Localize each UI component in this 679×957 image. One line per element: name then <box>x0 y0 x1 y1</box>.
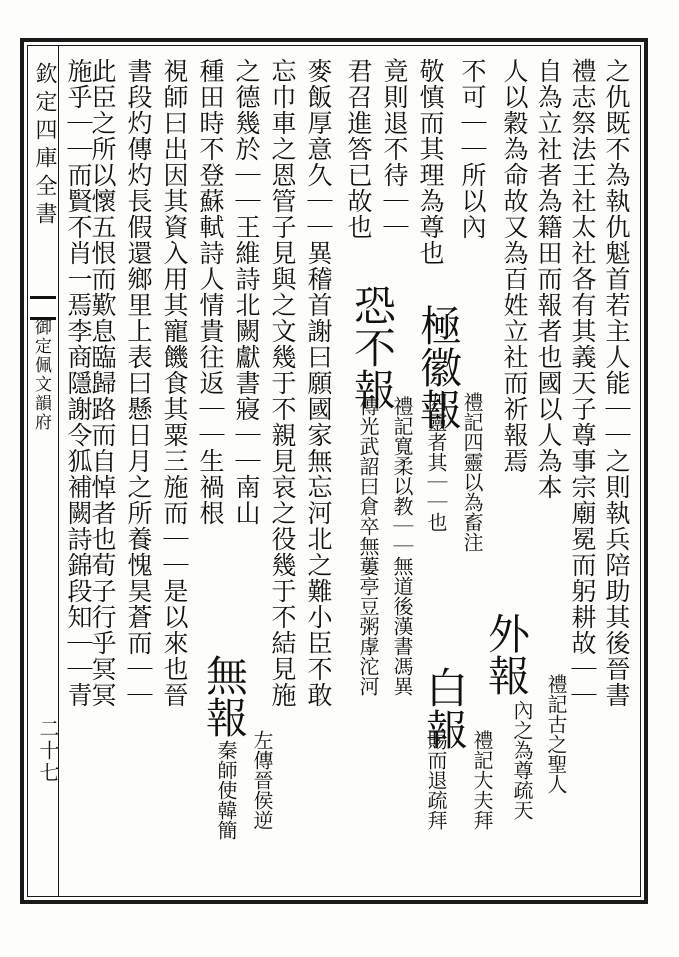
text-column-9: 麥飯厚意久｜｜異稽首謝曰願國家無忘河北之難小臣不敢 <box>304 58 333 708</box>
volume-title: 御定佩文韻府 <box>31 318 51 432</box>
text-column-4: 人以穀為命故又為百姓立社而祈報焉 <box>500 58 529 474</box>
text-column-3 <box>532 58 564 500</box>
column-5-part-e: 禮記大夫拜 <box>470 730 494 830</box>
text-column-11: 之德幾於｜｜王維詩北闕獻書寢｜｜南山 <box>232 58 261 526</box>
fishtail-mark <box>30 296 56 320</box>
text-column-2: 禮志祭法王社太社各有其義天子尊事宗廟冕而躬耕故｜｜ <box>568 58 597 708</box>
text-column-10: 忘巾車之恩管子見與之文幾于不親見哀之役幾于不結見施 <box>268 58 297 708</box>
column-4-part-b: 內之為尊疏天 <box>510 700 534 820</box>
text-column-5: 不可｜｜所以內 <box>458 58 487 240</box>
heading-hui-bao: 極徽報 <box>414 304 463 430</box>
heading-wu-bao: 無報 <box>200 654 249 738</box>
text-column-6: 敬慎而其理為尊也 <box>416 58 445 266</box>
text-column-14: 書段灼傳灼長假還鄉里上表曰懸日月之所養愧昊蒼而｜｜ <box>124 58 153 708</box>
column-6-part-b: 四靈者其｜｜也 <box>424 392 448 532</box>
heading-bu-bao: 恐不報 <box>348 284 397 410</box>
column-6-part-c: 賜而退疏拜 <box>424 730 448 830</box>
column-3-part-c: 禮記古之聖人 <box>544 674 568 794</box>
text-column-13: 視師曰出因其資入用其寵饑食其粟三施而｜｜是以來也晉 <box>160 58 189 708</box>
text-column-1: 之仇既不為執仇魁首若主人能｜｜之則執兵陪助其後晉書 <box>602 58 631 708</box>
column-8-part-b: 傳光武詔曰倉卒無蔞亭豆粥虖沱河 <box>356 396 380 696</box>
text-column-16: 施乎｜｜而賢不肖一焉李商隱謝令狐補闕詩錦段知｜｜青 <box>64 58 93 708</box>
heading-bai-bao: 白報 <box>420 666 469 750</box>
text-column-15: 此臣之所以懷五恨而歎息臨歸路而自悼者也荀子行乎冥冥 <box>88 58 117 708</box>
text-column-12: 種田時不登蘇軾詩人情貴往返｜｜生禍根 <box>196 58 225 526</box>
column-7-part-c: 禮記寬柔以教｜｜無道後漢書馮異 <box>390 396 414 696</box>
column-12-part-b: 秦師使韓簡 <box>214 740 238 840</box>
book-title: 欽定四庫全書 <box>32 62 57 230</box>
heading-wai-bao: 外報 <box>482 612 531 696</box>
column-11-part-c: 左傳晉侯逆 <box>250 730 274 830</box>
column-5-part-c: 禮記四靈以為畜注 <box>460 392 484 552</box>
column-3-part-a: 自為立社者為籍田而報者也國以人為本 <box>534 58 563 500</box>
text-column-8: 君召進答已故也 <box>344 58 373 240</box>
page-number: 二十七 <box>36 718 60 784</box>
text-column-7: 竟則退不待｜｜ <box>380 58 409 240</box>
